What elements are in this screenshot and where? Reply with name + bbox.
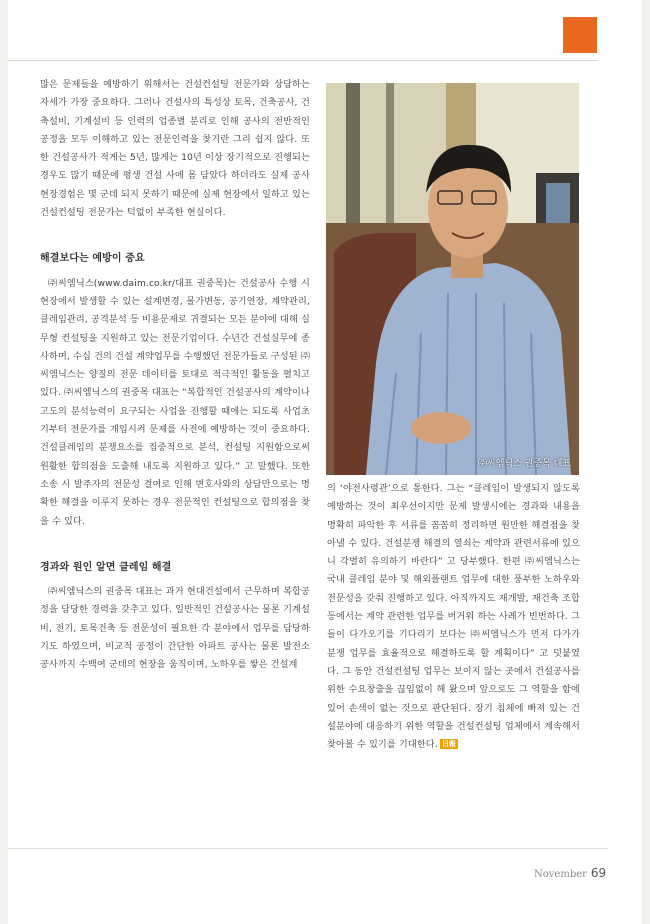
end-mark-icon: 日報: [441, 740, 457, 749]
orange-accent-block: [563, 17, 597, 53]
portrait-illustration: [326, 83, 579, 475]
intro-paragraph: 많은 문제들을 예방하기 위해서는 건설컨설팅 전문가와 상담하는 자세가 가장 중요하다. 그러나 건설사의 특성상 토목, 건축공사, 건축설비, 기계설비 등 인력의 업종별 분리로 인해 공사의 전반적인 공정을 모두 이해하고 있는 전문인력을 찾기란 그리 쉽지 않다. 또한 건설공사가 적게는 5년, 많게는 10년 이상 장기적으로 진행되는 경우도 많기 때문에 평생 건설 사에 몸 담았다 하더라도 실제 공사현장경험은 몇 군데 되지 못하기 때문에 실제 현장에서 일하고 있는 건설컨설팅 전문가는 턱없이 부족한 현실이다.: [40, 79, 310, 219]
ceo-portrait-photo: [326, 83, 579, 475]
section1-paragraph: ㈜씨엠닉스(www.daim.co.kr/대표 권중목)는 건설공사 수행 시 현장에서 발생할 수 있는 설계변경, 물가변동, 공기연장, 계약관리, 클레임관리, 공격분석 등 비용문제로 귀결되는 모든 분야에 대해 실무형 컨설팅을 지원하고 있는 전문기업이다. 수년간 건설실무에 종사하며, 수십 건의 건설 계약업무를 수행했던 전문가들로 구성된 ㈜씨엠닉스는 양질의 전문 데이터를 토대로 적극적인 활동을 펼치고 있다. ㈜씨엠닉스의 권중목 대표는 “복합적인 건설공사의 계약이나 고도의 분석능력이 요구되는 사업을 진행할 때에는 되도록 사업초기부터 전문가를 개입시켜 문제를 사전에 예방하는 것이 중요하다. 건설클레임의 분쟁요소를 집중적으로 분석, 컨설팅 지원함으로써 원활한 합의점을 도출해 내도록 지원하고 있다.” 고 말했다. 또한 소송 시 발주자의 전문성 결여로 인해 변호사와의 상담만으로는 명확한 해결을 이루지 못하는 경우 전문적인 컨설팅으로 합의점을 찾을 수 있다.: [40, 277, 310, 527]
section2-paragraph: ㈜씨엠닉스의 권중목 대표는 과거 현대건설에서 근무하며 복합공정을 담당한 경력을 갖추고 있다. 일반적인 건설공사는 물론 기계설비, 전기, 토목건축 등 전문성이 필요한 각 분야에서 업무를 담당하기도 하였으며, 비교적 공정이 간단한 아파트 공사는 물론 발전소 공사까지 수백여 군데의 현장을 움직이며, 노하우를 쌓은 건설계: [40, 586, 310, 671]
right-paragraph: [327, 480, 580, 754]
footer-month: November: [534, 869, 587, 880]
photo-caption: ㈜씨엠닉스 권중목 대표: [478, 459, 571, 469]
right-paragraph-text: 의 ‘야전사령관’으로 통한다. 그는 “클레임이 발생되지 않도록 예방하는 것이 최우선이지만 문제 발생시에는 경과와 내용을 명확히 파악한 후 서류를 꼼꼼히 정리하면 원만한 해결점을 찾아낼 수 있다. 건설분쟁 해결의 열쇠는 계약과 관련서류에 있으니 각별히 유의하기 바란다” 고 당부했다. 한편 ㈜씨엠닉스는 국내 클레임 분야 및 해외플랜트 업무에 대한 풍부한 노하우와 전문성을 갖춰 진행하고 있다. 아직까지도 재개발, 재건축 조합 등에서는 계약 관련한 업무를 버거워 하는 사례가 빈번하다. 그들이 다가오기를 기다리기 보다는 ㈜씨엠닉스가 먼저 다가가 분쟁 업무를 효율적으로 해결하도록 할 계획이다” 고 덧붙였다. 그 동안 건설컨설팅 업무는 보이지 않는 곳에서 건설공사를 위한 수요창출을 끊임없이 해 왔으며 앞으로도 그 역할을 함에 있어 손색이 없는 것으로 판단된다. 장기 침체에 빠져 있는 건설분야에 대응하기 위한 역할을 건설컨설팅 업체에서 계속해서 찾아볼 수 있기를 기대한다.: [327, 483, 580, 751]
page-footer: [534, 866, 606, 880]
footer-divider: [8, 848, 608, 849]
right-column: [327, 480, 580, 754]
page-number: 69: [590, 866, 607, 880]
header-divider: [8, 60, 598, 61]
section2-heading: 경과와 원인 알면 클레임 해결: [40, 561, 172, 573]
section1-heading: 해결보다는 예방이 중요: [40, 253, 145, 265]
left-column: [40, 76, 310, 688]
